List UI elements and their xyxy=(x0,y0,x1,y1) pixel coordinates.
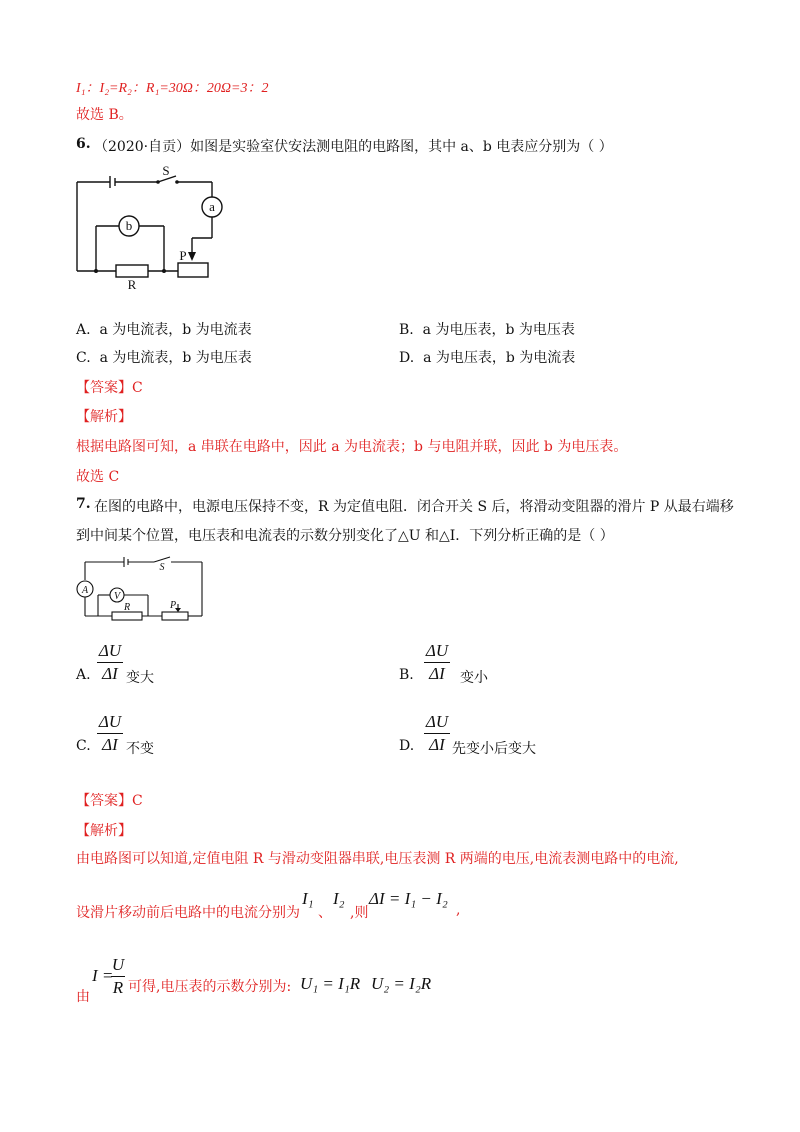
line2-then: ,则 xyxy=(350,905,369,921)
switch-label: S xyxy=(162,163,170,178)
q7-option-a-fraction xyxy=(97,641,123,684)
rheostat xyxy=(162,612,188,620)
q7-circuit-diagram xyxy=(72,552,207,620)
voltmeter-label: V xyxy=(113,591,121,602)
voltage-u1-equation: U₁ = I₁R xyxy=(300,974,361,993)
ohm-law-i: I = xyxy=(92,966,114,985)
q7-analysis-line1: 由电路图可以知道,定值电阻 R 与滑动变阻器串联,电压表测 R 两端的电压,电流表测电路中的电流, xyxy=(76,851,679,867)
q6-analysis-title: 【解析】 xyxy=(76,409,132,425)
q7-option-c-letter: C. xyxy=(76,738,91,754)
q7-option-a-letter: A. xyxy=(76,667,91,683)
line2-separator: 、 xyxy=(318,905,332,921)
q7-analysis-line2 xyxy=(76,902,300,922)
q7-number: 7. xyxy=(76,496,91,512)
ratio-line: I₁：I₂=R₂：R₁=30Ω：20Ω=3：2 xyxy=(76,81,269,96)
q6-number: 6. xyxy=(76,136,91,152)
q6-stem: （2020·自贡）如图是实验室伏安法测电阻的电路图，其中 a、b 电表应分别为（ ） xyxy=(94,139,613,155)
fraction-numerator: ΔU xyxy=(425,641,449,660)
fraction-numerator: ΔU xyxy=(425,712,449,731)
meter-a-label: a xyxy=(209,199,215,214)
slider-label: P xyxy=(179,248,187,263)
q7-option-d-letter: D. xyxy=(399,738,415,754)
meter-b-label: b xyxy=(125,218,133,233)
fraction-denominator: R xyxy=(112,978,124,997)
line2-end: , xyxy=(456,902,461,918)
option-text: a 为电流表，b 为电压表 xyxy=(99,350,252,366)
q7-option-c-fraction xyxy=(97,712,123,755)
fraction-denominator: ΔI xyxy=(429,664,445,683)
q7-answer: 【答案】C xyxy=(76,793,143,809)
slider-label: P xyxy=(169,600,177,611)
fraction-denominator: ΔI xyxy=(102,664,118,683)
rheostat xyxy=(178,263,208,277)
q6-option-c[interactable] xyxy=(76,347,252,367)
q7-analysis-title: 【解析】 xyxy=(76,823,132,839)
q6-option-b[interactable] xyxy=(399,319,575,339)
q6-circuit-diagram xyxy=(72,163,232,293)
ammeter-label: A xyxy=(81,585,89,596)
q6-analysis-text: 根据电路图可知，a 串联在电路中，因此 a 为电流表；b 与电阻并联，因此 b 为电压表。 xyxy=(76,439,628,455)
fraction-denominator: ΔI xyxy=(102,735,118,754)
q7-option-b-fraction xyxy=(424,641,450,684)
option-text: a 为电流表，b 为电流表 xyxy=(99,322,252,338)
option-text: a 为电压表，b 为电压表 xyxy=(422,322,575,338)
q7-option-b-text[interactable]: 变小 xyxy=(460,670,488,686)
option-text: a 为电压表，b 为电流表 xyxy=(423,350,576,366)
q7-option-c-text[interactable]: 不变 xyxy=(126,741,154,757)
current-i1: I₁ xyxy=(302,889,314,908)
fraction-numerator: ΔU xyxy=(98,641,122,660)
fraction-numerator: ΔU xyxy=(98,712,122,731)
q6-answer: 【答案】C xyxy=(76,380,143,396)
q7-stem-line2: 到中间某个位置，电压表和电流表的示数分别变化了△U 和△I．下列分析正确的是（ ） xyxy=(76,528,614,544)
option-letter: B. xyxy=(399,322,414,338)
fraction-numerator: U xyxy=(111,955,125,974)
option-letter: A. xyxy=(76,322,91,338)
q7-option-a-text[interactable]: 变大 xyxy=(126,670,154,686)
current-i2: I₂ xyxy=(333,889,345,908)
line3-prefix: 由 xyxy=(76,989,90,1005)
q7-option-b-letter: B. xyxy=(399,667,414,683)
resistor-r xyxy=(116,265,148,277)
q7-option-d-text[interactable]: 先变小后变大 xyxy=(452,741,536,757)
q6-choose: 故选 C xyxy=(76,469,120,485)
resistor-r xyxy=(112,612,142,620)
line3-middle: 可得,电压表的示数分别为: xyxy=(128,979,292,995)
line2-prefix: 设滑片移动前后电路中的电流分别为 xyxy=(76,905,300,921)
resistor-label: R xyxy=(123,602,131,613)
q6-option-d[interactable] xyxy=(399,347,575,367)
option-letter: C. xyxy=(76,350,91,366)
voltage-u2-equation: U₂ = I₂R xyxy=(371,974,432,993)
switch-label: S xyxy=(159,562,165,573)
q7-stem-line1: 在图的电路中，电源电压保持不变，R 为定值电阻．闭合开关 S 后，将滑动变阻器的滑片 P 从最右端移 xyxy=(94,499,734,515)
q6-option-a[interactable] xyxy=(76,319,252,339)
option-letter: D. xyxy=(399,350,415,366)
prev-choose-line: 故选 B。 xyxy=(76,107,133,123)
ohm-law-fraction xyxy=(111,955,125,998)
q7-option-d-fraction xyxy=(424,712,450,755)
delta-i-equation: ΔI = I₁ − I₂ xyxy=(369,889,448,908)
resistor-label: R xyxy=(127,277,137,292)
fraction-denominator: ΔI xyxy=(429,735,445,754)
